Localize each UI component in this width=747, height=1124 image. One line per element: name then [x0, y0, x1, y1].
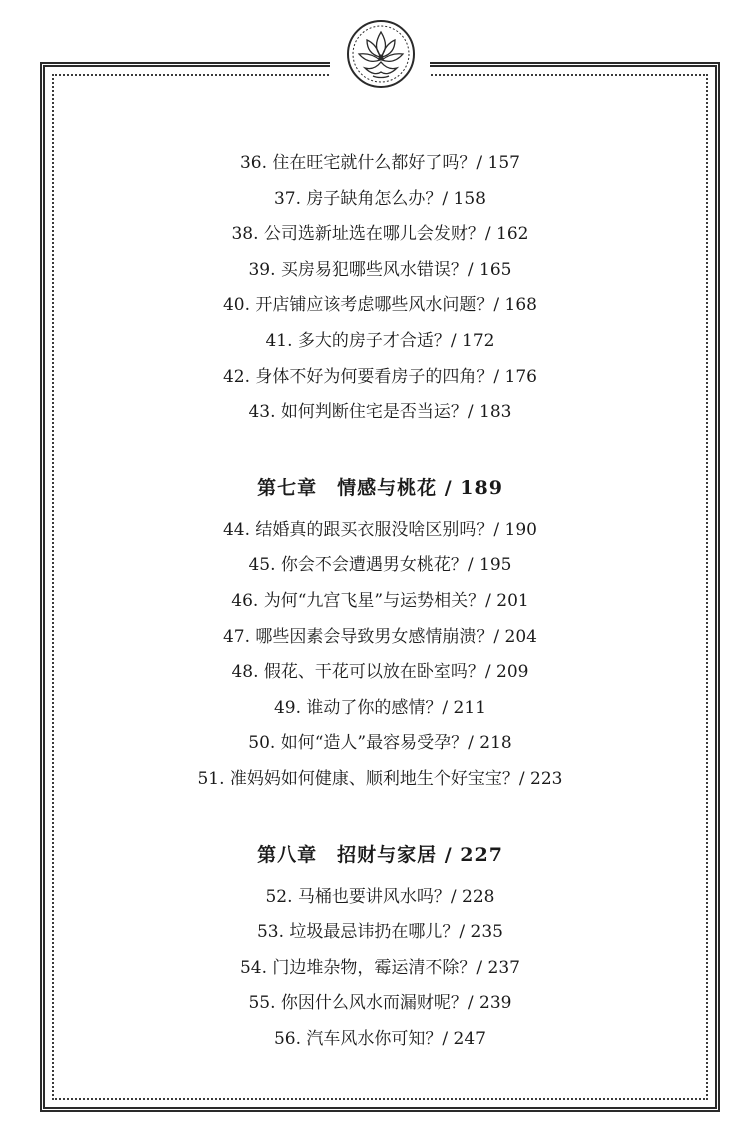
toc-entry[interactable]: 38. 公司选新址选在哪儿会发财？/ 162 — [231, 224, 529, 245]
toc-entry[interactable]: 53. 垃圾最忌讳扔在哪儿？/ 235 — [256, 922, 504, 943]
toc-entry[interactable]: 51. 准妈妈如何健康、顺利地生个好宝宝？/ 223 — [197, 768, 563, 789]
toc-entry[interactable]: 44. 结婚真的跟买衣服没啥区别吗？/ 190 — [222, 519, 538, 540]
toc-entry[interactable]: 43. 如何判断住宅是否当运？/ 183 — [248, 402, 512, 423]
chapter-heading-7[interactable]: 第七章 情感与桃花 / 189 — [257, 476, 503, 499]
toc-entry[interactable]: 36. 住在旺宅就什么都好了吗？/ 157 — [239, 153, 521, 173]
toc-entry[interactable]: 47. 哪些因素会导致男女感情崩溃？/ 204 — [222, 626, 538, 647]
toc-entry[interactable]: 50. 如何“造人”最容易受孕？/ 218 — [248, 733, 512, 754]
toc-entry[interactable]: 42. 身体不好为何要看房子的四角？/ 176 — [222, 366, 538, 387]
lotus-ornament-icon — [345, 18, 417, 90]
toc-entry[interactable]: 39. 买房易犯哪些风水错误？/ 165 — [248, 259, 512, 280]
chapter-heading-8[interactable]: 第八章 招财与家居 / 227 — [257, 843, 503, 866]
toc-entry[interactable]: 41. 多大的房子才合适？/ 172 — [265, 330, 495, 351]
toc-entry[interactable]: 52. 马桶也要讲风水吗？/ 228 — [265, 886, 495, 907]
toc-entry[interactable]: 46. 为何“九宫飞星”与运势相关？/ 201 — [231, 590, 529, 611]
toc-entry[interactable]: 56. 汽车风水你可知？/ 247 — [273, 1028, 487, 1049]
toc-entry[interactable]: 48. 假花、干花可以放在卧室吗？/ 209 — [231, 662, 529, 683]
toc-entry[interactable]: 55. 你因什么风水而漏财呢？/ 239 — [248, 993, 512, 1014]
toc-entry[interactable]: 49. 谁动了你的感情？/ 211 — [273, 697, 487, 718]
table-of-contents — [60, 146, 700, 1057]
toc-entry[interactable]: 54. 门边堆杂物，霉运清不除？/ 237 — [239, 957, 521, 978]
toc-entry[interactable]: 37. 房子缺角怎么办？/ 158 — [273, 188, 487, 209]
toc-entry[interactable]: 40. 开店铺应该考虑哪些风水问题？/ 168 — [222, 295, 538, 316]
toc-entry[interactable]: 45. 你会不会遭遇男女桃花？/ 195 — [248, 555, 512, 576]
